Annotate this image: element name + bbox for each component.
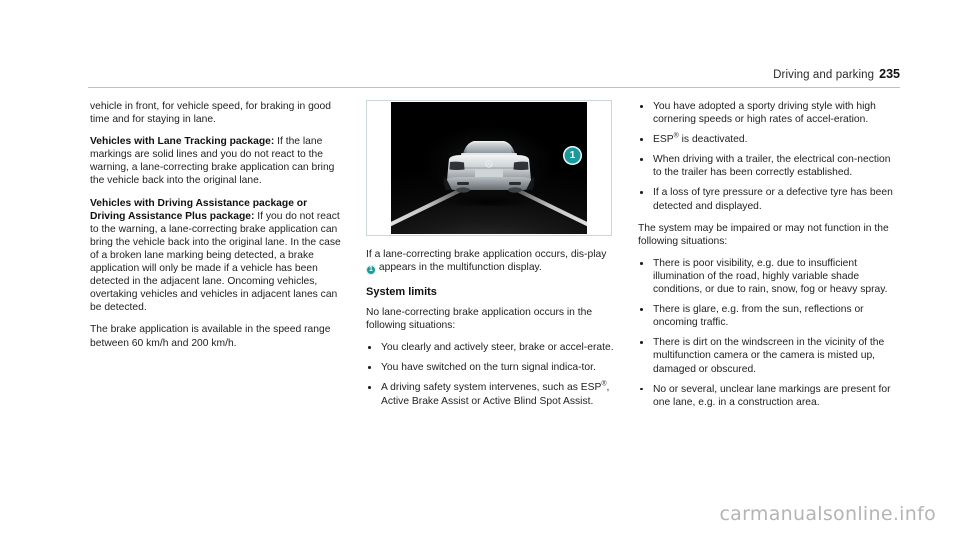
figure-callout-1: 1	[563, 146, 582, 165]
caption-text-after: appears in the multifunction display.	[376, 262, 542, 274]
list-item	[366, 381, 616, 407]
inline-callout-badge-1: 1	[366, 265, 376, 275]
bullet-text-before: A driving safety system intervenes, such as ESP	[381, 382, 602, 394]
list-item: There is poor visibility, e.g. due to insufficient illumination of the road, highly variable shade conditions, or due to rain, snow, fog or heavy spray.	[638, 257, 900, 296]
impaired-situations-list	[638, 257, 900, 409]
list-item: You have switched on the turn signal indica-tor.	[366, 361, 616, 374]
header-divider	[88, 87, 900, 88]
site-watermark: carmanualsonline.info	[719, 503, 936, 525]
car-rear-view-icon	[437, 132, 541, 206]
lane-keeping-figure	[366, 100, 612, 236]
paragraph-speed-range: The brake application is available in the speed range between 60 km/h and 200 km/h.	[90, 324, 331, 349]
list-item: You have adopted a sporty driving style with high cornering speeds or high rates of accel-eration.	[638, 100, 900, 126]
right-column	[638, 100, 900, 418]
bullet-text-after: is deactivated.	[678, 134, 748, 146]
list-item: There is dirt on the windscreen in the vicinity of the multifunction camera or the camera is misted up, damaged or obscured.	[638, 336, 900, 375]
list-item: You clearly and actively steer, brake or accel-erate.	[366, 341, 616, 354]
list-item: When driving with a trailer, the electrical con-nection to the trailer has been correctly established.	[638, 153, 900, 179]
lane-tracking-lead-in: Vehicles with Lane Tracking package:	[90, 136, 275, 148]
list-item: No or several, unclear lane markings are present for one lane, e.g. in a construction area.	[638, 383, 900, 409]
middle-column	[366, 100, 616, 417]
list-item	[638, 133, 900, 146]
registered-trademark-icon: ®	[601, 381, 607, 389]
paragraph-continued: vehicle in front, for vehicle speed, for braking in good time and for staying in lane.	[90, 101, 331, 126]
bullet-text-before: ESP	[653, 134, 674, 146]
figure-caption	[366, 248, 616, 275]
figure-photo	[391, 102, 587, 234]
caption-text-before: If a lane-correcting brake application occurs, dis-play	[366, 249, 607, 260]
left-column	[90, 100, 344, 359]
section-title: Driving and parking	[773, 69, 875, 81]
system-limits-heading: System limits	[366, 286, 437, 299]
paragraph-lane-tracking	[90, 135, 344, 187]
system-limits-list-continued	[638, 100, 900, 213]
page-header	[88, 68, 900, 82]
paragraph-driving-assistance	[90, 197, 344, 315]
driving-assistance-lead-in: Vehicles with Driving Assistance package or Driving Assistance Plus package:	[90, 197, 308, 222]
system-limits-list	[366, 341, 616, 407]
list-item: There is glare, e.g. from the sun, reflections or oncoming traffic.	[638, 303, 900, 329]
registered-trademark-icon: ®	[673, 132, 679, 140]
bullet-text-after: , Active Brake Assist or Active Blind Spot Assist.	[381, 382, 610, 407]
impaired-intro: The system may be impaired or may not function in the following situations:	[638, 222, 889, 247]
lane-tracking-body: If the lane markings are solid lines and you do not react to the warning, a lane-correcting brake application can bring the vehicle back into the original lane.	[90, 136, 335, 187]
system-limits-intro: No lane-correcting brake application occurs in the following situations:	[366, 307, 593, 332]
driving-assistance-body: If you do not react to the warning, a lane-correcting brake application can bring the vehicle back into the original lane. In the case of a broken lane marking being detected, a brake application will only be made if a vehicle has been detected in the adjacent lane. Oncoming vehicles, overtaking vehicles and vehicles in adjacent lanes can be detected.	[90, 210, 341, 314]
page-number: 235	[879, 67, 900, 81]
list-item: If a loss of tyre pressure or a defective tyre has been detected and displayed.	[638, 186, 900, 212]
